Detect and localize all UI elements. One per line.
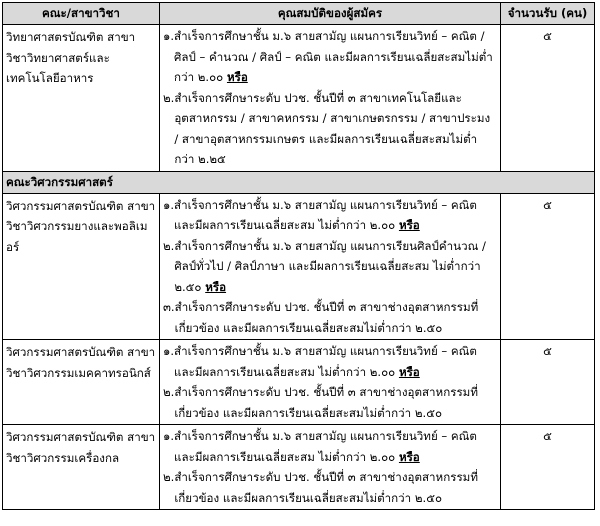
requirement-item [163,236,497,298]
requirement-text: สำเร็จการศึกษาชั้น ม.๖ สายสามัญ แผนการเรียนวิทย์ – คณิต และมีผลการเรียนเฉลี่ยสะสม ไม่ต่ำกว่า ๒.๐๐ [174,344,477,379]
section-row [3,171,595,193]
requirement-number: ๑. [163,344,175,358]
requirement-number: ๑. [163,429,175,443]
requirement-text: สำเร็จการศึกษาชั้น ม.๖ สายสามัญ แผนการเรียนวิทย์ – คณิต และมีผลการเรียนเฉลี่ยสะสม ไม่ต่ำกว่า ๒.๐๐ [174,429,477,464]
table-row [3,425,595,510]
table-row [3,193,595,340]
requirement-text: สำเร็จการศึกษาชั้น ม.๖ สายสามัญ แผนการเรียนศิลป์คำนวณ / ศิลป์ทั่วไป / ศิลป์ภาษา และมีผลการเรียนเฉลี่ยสะสม ไม่ต่ำกว่า ๒.๕๐ [174,238,486,294]
requirement-number: ๒. [163,238,175,253]
table-row [3,25,595,172]
requirement-number: ๒. [163,385,175,399]
requirement-number: ๒. [163,470,175,484]
quota-value: ๕ [501,193,595,340]
program-name: วิศวกรรมศาสตรบัณฑิต สาขาวิชาวิศวกรรมยางและพอลิเมอร์ [3,193,160,340]
header-faculty-program: คณะ/สาขาวิชา [3,3,160,25]
requirement-item [163,297,497,338]
requirement-text: สำเร็จการศึกษาระดับ ปวช. ชั้นปีที่ ๓ สาขาช่างอุตสาหกรรมที่เกี่ยวข้อง และมีผลการเรียนเฉลี่ยสะสมไม่ต่ำกว่า ๒.๕๐ [174,470,478,505]
requirement-item [163,467,497,508]
header-qualifications: คุณสมบัติของผู้สมัคร [160,3,501,25]
requirement-item [163,26,497,88]
requirement-item [163,195,497,236]
section-title: คณะวิศวกรรมศาสตร์ [3,171,595,193]
quota-value: ๕ [501,340,595,425]
requirement-text: สำเร็จการศึกษาระดับ ปวช. ชั้นปีที่ ๓ สาขาช่างอุตสาหกรรมที่เกี่ยวข้อง และมีผลการเรียนเฉลี่ยสะสมไม่ต่ำกว่า ๒.๕๐ [174,385,478,420]
program-name: วิทยาศาสตรบัณฑิต สาขาวิชาวิทยาศาสตร์และเทคโนโลยีอาหาร [3,25,160,172]
or-keyword: หรือ [398,364,420,379]
or-keyword: หรือ [205,279,227,294]
requirement-item [163,341,497,382]
qualifications-cell [160,193,501,340]
requirement-item [163,426,497,467]
requirement-number: ๑. [163,29,175,43]
requirement-number: ๓. [163,300,175,314]
requirement-number: ๒. [163,90,175,105]
requirement-text: สำเร็จการศึกษาชั้น ม.๖ สายสามัญ แผนการเรียนวิทย์ – คณิต และมีผลการเรียนเฉลี่ยสะสม ไม่ต่ำกว่า ๒.๐๐ [174,197,477,232]
program-name: วิศวกรรมศาสตรบัณฑิต สาขาวิชาวิศวกรรมเครื่องกล [3,425,160,510]
qualifications-cell [160,425,501,510]
qualifications-cell [160,25,501,172]
quota-value: ๕ [501,425,595,510]
quota-value: ๕ [501,25,595,172]
or-keyword: หรือ [398,218,420,232]
requirement-item [163,382,497,423]
qualifications-cell [160,340,501,425]
requirement-number: ๑. [163,197,175,212]
admission-table [2,2,595,510]
header-quota: จำนวนรับ (คน) [501,3,595,25]
requirement-text: สำเร็จการศึกษาระดับ ปวช. ชั้นปีที่ ๓ สาขาช่างอุตสาหกรรมที่เกี่ยวข้อง และมีผลการเรียนเฉลี่ยสะสมไม่ต่ำกว่า ๒.๕๐ [174,300,479,335]
table-header-row [3,3,595,25]
requirement-item [163,88,497,170]
or-keyword: หรือ [226,70,248,84]
program-name: วิศวกรรมศาสตรบัณฑิต สาขาวิชาวิศวกรรมเมคคาทรอนิกส์ [3,340,160,425]
requirement-text: สำเร็จการศึกษาชั้น ม.๖ สายสามัญ แผนการเรียนวิทย์ – คณิต / ศิลป์ – คำนวณ / ศิลป์ – คณิต และมีผลการเรียนเฉลี่ยสะสมไม่ต่ำกว่า ๒.๐๐ [174,29,493,84]
table-row [3,340,595,425]
requirement-text: สำเร็จการศึกษาระดับ ปวช. ชั้นปีที่ ๓ สาขาเทคโนโลยีและอุตสาหกรรม / สาขาคหกรรม / สาขาเกษตรกรรม / สาขาประมง / สาขาอุตสาหกรรมเกษตร และมีผลการเรียนเฉลี่ยสะสมไม่ต่ำกว่า ๒.๒๕ [174,90,491,166]
or-keyword: หรือ [398,449,420,464]
